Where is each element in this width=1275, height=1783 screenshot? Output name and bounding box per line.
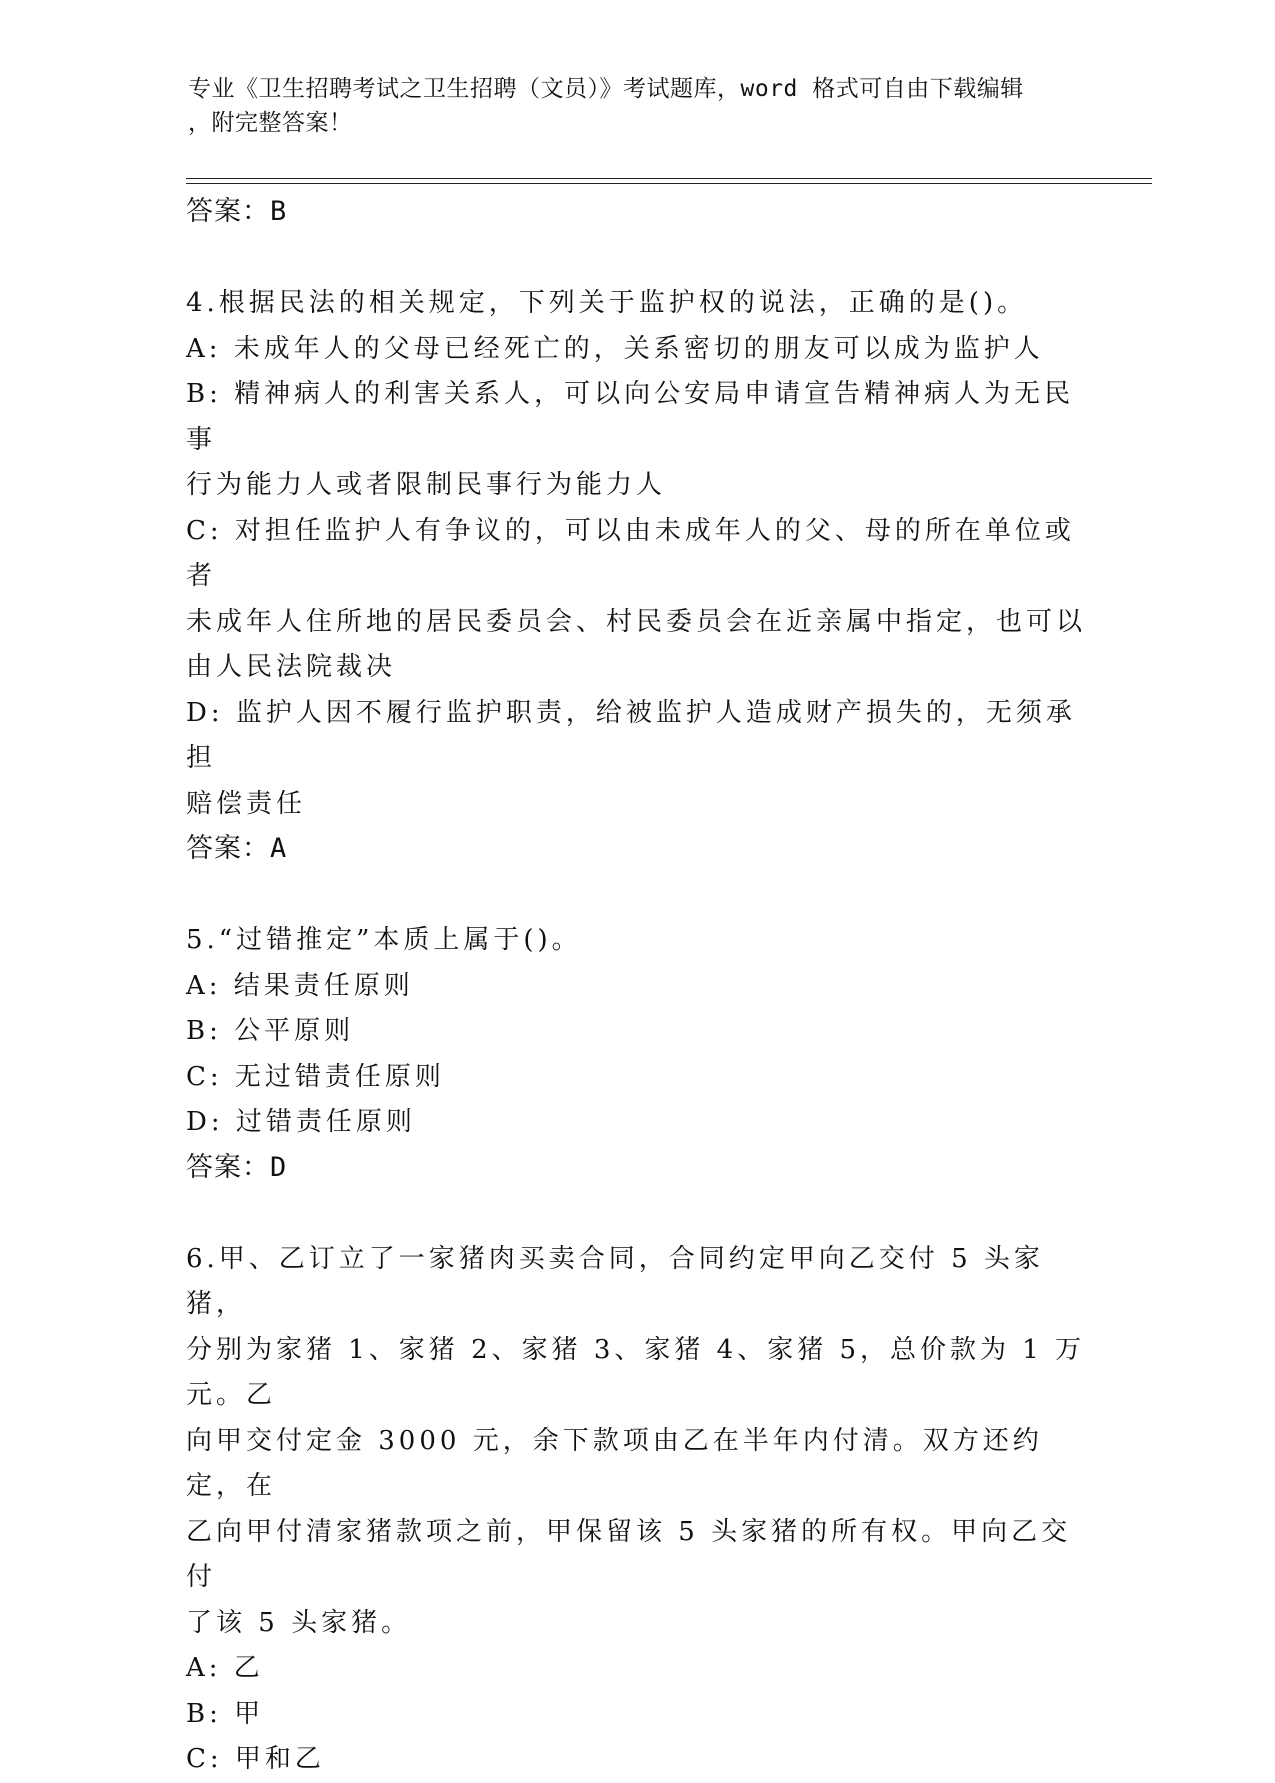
answer-line: 答案：D — [186, 1151, 288, 1183]
question-6 — [186, 1237, 1086, 1783]
option-b-line-2: 行为能力人或者限制民事行为能力人 — [186, 470, 667, 500]
option-c: C: 无过错责任原则 — [186, 1061, 445, 1092]
question-stem-line-4: 乙向甲付清家猪款项之前，甲保留该 5 头家猪的所有权。甲向乙交付 — [186, 1516, 1072, 1592]
question-list — [186, 190, 1086, 1783]
header-line-1: 专业《卫生招聘考试之卫生招聘（文员）》考试题库，word 格式可自由下载编辑 — [188, 76, 1024, 102]
option-c: C: 甲和乙 — [186, 1744, 325, 1774]
question-stem-line-1: 6.甲、乙订立了一家猪肉买卖合同，合同约定甲向乙交付 5 头家猪， — [186, 1243, 1044, 1319]
option-a: A: 结果责任原则 — [186, 970, 414, 1001]
answer-line: 答案：B — [186, 196, 288, 227]
option-b-line-1: B: 精神病人的利害关系人，可以向公安局申请宣告精神病人为无民事 — [186, 379, 1075, 455]
question-5 — [186, 918, 1086, 1190]
option-d: D: 过错责任原则 — [186, 1107, 416, 1137]
option-b: B: 甲 — [186, 1698, 265, 1729]
question-stem: 4.根据民法的相关规定，下列关于监护权的说法，正确的是()。 — [186, 288, 1028, 318]
question-4 — [186, 281, 1086, 871]
header-divider-top — [186, 178, 1152, 179]
question-stem-line-3: 向甲交付定金 3000 元，余下款项由乙在半年内付清。双方还约定，在 — [186, 1425, 1043, 1501]
option-b: B: 公平原则 — [186, 1016, 355, 1046]
question-stem-line-5: 了该 5 头家猪。 — [186, 1607, 412, 1638]
option-c-line-1: C: 对担任监护人有争议的，可以由未成年人的父、母的所在单位或者 — [186, 515, 1075, 591]
document-header — [188, 72, 1088, 140]
question-stem: 5.“过错推定”本质上属于()。 — [186, 925, 582, 955]
option-d-line-2: 赔偿责任 — [186, 788, 307, 819]
header-divider-bottom — [186, 183, 1152, 184]
option-c-line-3: 由人民法院裁决 — [186, 652, 397, 682]
question-stem-line-2: 分别为家猪 1、家猪 2、家猪 3、家猪 4、家猪 5，总价款为 1 万元。乙 — [186, 1334, 1086, 1410]
spacer — [186, 871, 1086, 918]
option-a: A: 未成年人的父母已经死亡的，关系密切的朋友可以成为监护人 — [186, 333, 1044, 364]
option-a: A: 乙 — [186, 1653, 264, 1683]
option-d-line-1: D: 监护人因不履行监护职责，给被监护人造成财产损失的，无须承担 — [186, 697, 1076, 773]
spacer — [186, 1190, 1086, 1237]
spacer — [186, 234, 1086, 281]
option-c-line-2: 未成年人住所地的居民委员会、村民委员会在近亲属中指定，也可以 — [186, 606, 1087, 637]
answer-line: 答案：A — [186, 833, 288, 864]
header-line-2: ，附完整答案！ — [188, 110, 353, 136]
